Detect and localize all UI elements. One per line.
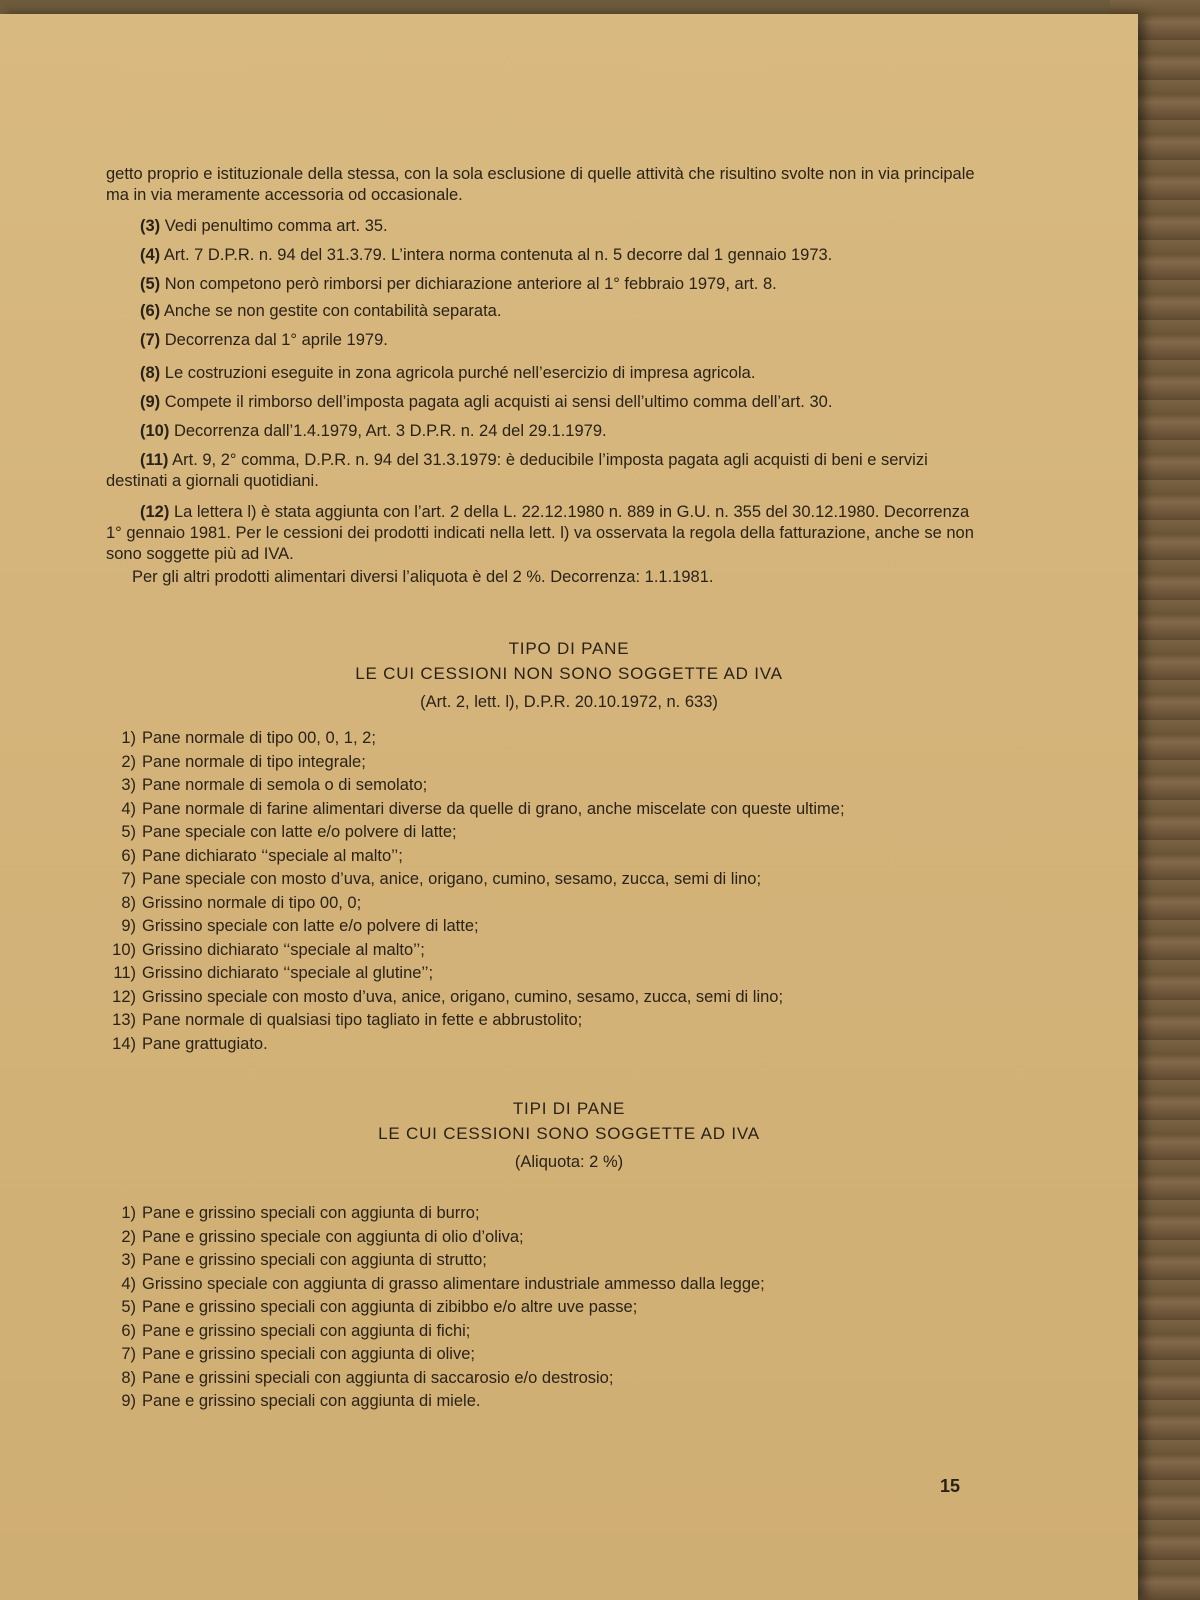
list-item-text: Pane normale di tipo 00, 0, 1, 2; <box>142 729 376 747</box>
list-item-number: 4) <box>121 1274 136 1293</box>
list-item <box>100 1273 765 1297</box>
list-item-text: Pane e grissino speciali con aggiunta di fichi; <box>142 1321 471 1340</box>
section1-title-line1: TIPO DI PANE <box>508 639 630 658</box>
list-item-text: Pane grattugiato. <box>142 1034 268 1053</box>
list-item <box>100 798 845 822</box>
list-item-number: 7) <box>121 1345 136 1363</box>
footnote-12: (12) La lettera l) è stata aggiunta con l’art. 2 della L. 22.12.1980 n. 889 in G.U. n. 355 del 30.12.1980. Decorrenza 1° gennaio 1981. Per le cessioni dei prodotti indicati nella lett. l) va osservata la regola della fatturazione, anche se non sono soggette più ad IVA. <box>106 503 974 563</box>
list-item-text: Pane e grissino speciali con aggiunta di miele. <box>142 1392 481 1410</box>
list-item-number: 3) <box>121 1251 136 1269</box>
list-item-number: 13) <box>112 1011 136 1029</box>
section2-title-line2: LE CUI CESSIONI SONO SOGGETTE AD IVA <box>378 1124 760 1143</box>
list-item-number: 6) <box>121 1321 136 1340</box>
list-item-number: 11) <box>113 964 136 982</box>
list-item <box>100 1226 765 1250</box>
section-heading-non-soggette <box>0 636 1138 715</box>
footnote-7: (7) Decorrenza dal 1° aprile 1979. <box>140 331 388 349</box>
bread-list-non-taxable <box>100 727 845 1056</box>
list-item-number: 1) <box>121 729 136 747</box>
footnote-8: (8) Le costruzioni eseguite in zona agricola purché nell’esercizio di impresa agricola. <box>140 364 756 382</box>
list-item-number: 1) <box>121 1204 136 1222</box>
section1-subtitle: (Art. 2, lett. l), D.P.R. 20.10.1972, n. 633) <box>420 693 718 711</box>
list-item <box>100 986 845 1010</box>
list-item-text: Pane speciale con latte e/o polvere di latte; <box>142 823 457 841</box>
list-item-text: Grissino speciale con mosto d’uva, anice, origano, cumino, sesamo, zucca, semi di lino; <box>142 987 784 1006</box>
list-item-text: Pane normale di qualsiasi tipo tagliato in fette e abbrustolito; <box>142 1011 583 1029</box>
list-item-number: 8) <box>121 1368 136 1387</box>
section1-title-line2: LE CUI CESSIONI NON SONO SOGGETTE AD IVA <box>355 664 783 683</box>
list-item-number: 14) <box>112 1034 136 1053</box>
list-item-text: Pane e grissino speciali con aggiunta di olive; <box>142 1345 475 1363</box>
list-item-text: Pane e grissino speciali con aggiunta di burro; <box>142 1204 480 1222</box>
footnote-10: (10) Decorrenza dall’1.4.1979, Art. 3 D.P.R. n. 24 del 29.1.1979. <box>140 422 607 440</box>
footnote-11: (11) Art. 9, 2° comma, D.P.R. n. 94 del 31.3.1979: è deducibile l’imposta pagata agli acquisti di beni e servizi destinati a giornali quotidiani. <box>106 451 928 490</box>
list-item-text: Pane e grissino speciali con aggiunta di strutto; <box>142 1251 487 1269</box>
footnote-continuation: getto proprio e istituzionale della stessa, con la sola esclusione di quelle attività che risultino svolte non in via principale ma in via meramente accessoria od occasionale. <box>106 165 975 204</box>
footnote-closing: Per gli altri prodotti alimentari diversi l’aliquota è del 2 %. Decorrenza: 1.1.1981. <box>132 568 714 586</box>
list-item <box>100 892 845 916</box>
list-item-text: Pane normale di farine alimentari diverse da quelle di grano, anche miscelate con queste ultime; <box>142 799 845 818</box>
list-item <box>100 1033 845 1057</box>
list-item <box>100 821 845 845</box>
footnotes-block <box>106 164 986 596</box>
footnote-6: (6) Anche se non gestite con contabilità separata. <box>140 302 502 320</box>
list-item-number: 8) <box>121 893 136 912</box>
list-item <box>100 915 845 939</box>
list-item <box>100 1320 765 1344</box>
section2-subtitle: (Aliquota: 2 %) <box>514 1153 624 1171</box>
list-item <box>100 1009 845 1033</box>
list-item <box>100 1390 765 1414</box>
list-item <box>100 1202 765 1226</box>
list-item <box>100 845 845 869</box>
list-item-number: 7) <box>121 870 136 888</box>
list-item-text: Grissino normale di tipo 00, 0; <box>142 893 362 912</box>
list-item-text: Pane e grissino speciali con aggiunta di zibibbo e/o altre uve passe; <box>142 1298 638 1316</box>
section-heading-soggette <box>0 1096 1138 1175</box>
list-item-number: 4) <box>121 799 136 818</box>
list-item-number: 9) <box>121 917 136 935</box>
footnote-3: (3) Vedi penultimo comma art. 35. <box>140 217 388 235</box>
list-item-number: 2) <box>121 1227 136 1246</box>
list-item-number: 5) <box>121 1298 136 1316</box>
list-item <box>100 868 845 892</box>
list-item <box>100 962 845 986</box>
list-item <box>100 727 845 751</box>
list-item-text: Grissino dichiarato ‘‘speciale al malto’’; <box>142 940 425 959</box>
page-number: 15 <box>940 1476 961 1496</box>
list-item <box>100 751 845 775</box>
list-item-number: 9) <box>121 1392 136 1410</box>
bread-list-taxable <box>100 1202 765 1414</box>
list-item <box>100 774 845 798</box>
list-item-number: 10) <box>112 940 136 959</box>
list-item-number: 3) <box>121 776 136 794</box>
list-item <box>100 1296 765 1320</box>
list-item-text: Pane dichiarato ‘‘speciale al malto’’; <box>142 846 403 865</box>
list-item <box>100 939 845 963</box>
list-item-text: Pane e grissini speciali con aggiunta di saccarosio e/o destrosio; <box>142 1368 614 1387</box>
section2-title-line1: TIPI DI PANE <box>512 1099 626 1118</box>
footnote-9: (9) Compete il rimborso dell’imposta pagata agli acquisti ai sensi dell’ultimo comma dell’art. 30. <box>140 393 833 411</box>
list-item-number: 5) <box>121 823 136 841</box>
list-item-text: Grissino speciale con aggiunta di grasso alimentare industriale ammesso dalla legge; <box>142 1274 765 1293</box>
footnote-5: (5) Non competono però rimborsi per dichiarazione anteriore al 1° febbraio 1979, art. 8. <box>140 275 777 293</box>
list-item-number: 6) <box>121 846 136 865</box>
list-item-number: 2) <box>121 752 136 771</box>
list-item-text: Grissino dichiarato ‘‘speciale al glutine’’; <box>142 964 434 982</box>
list-item-text: Grissino speciale con latte e/o polvere di latte; <box>142 917 479 935</box>
list-item-text: Pane normale di tipo integrale; <box>142 752 366 771</box>
list-item-text: Pane e grissino speciale con aggiunta di olio d’oliva; <box>142 1227 524 1246</box>
list-item <box>100 1343 765 1367</box>
list-item-text: Pane speciale con mosto d’uva, anice, origano, cumino, sesamo, zucca, semi di lino; <box>142 870 762 888</box>
list-item <box>100 1249 765 1273</box>
document-page <box>0 14 1138 1600</box>
footnote-4: (4) Art. 7 D.P.R. n. 94 del 31.3.79. L’intera norma contenuta al n. 5 decorre dal 1 gennaio 1973. <box>140 246 833 264</box>
list-item-number: 12) <box>112 987 136 1006</box>
list-item <box>100 1367 765 1391</box>
list-item-text: Pane normale di semola o di semolato; <box>142 776 428 794</box>
